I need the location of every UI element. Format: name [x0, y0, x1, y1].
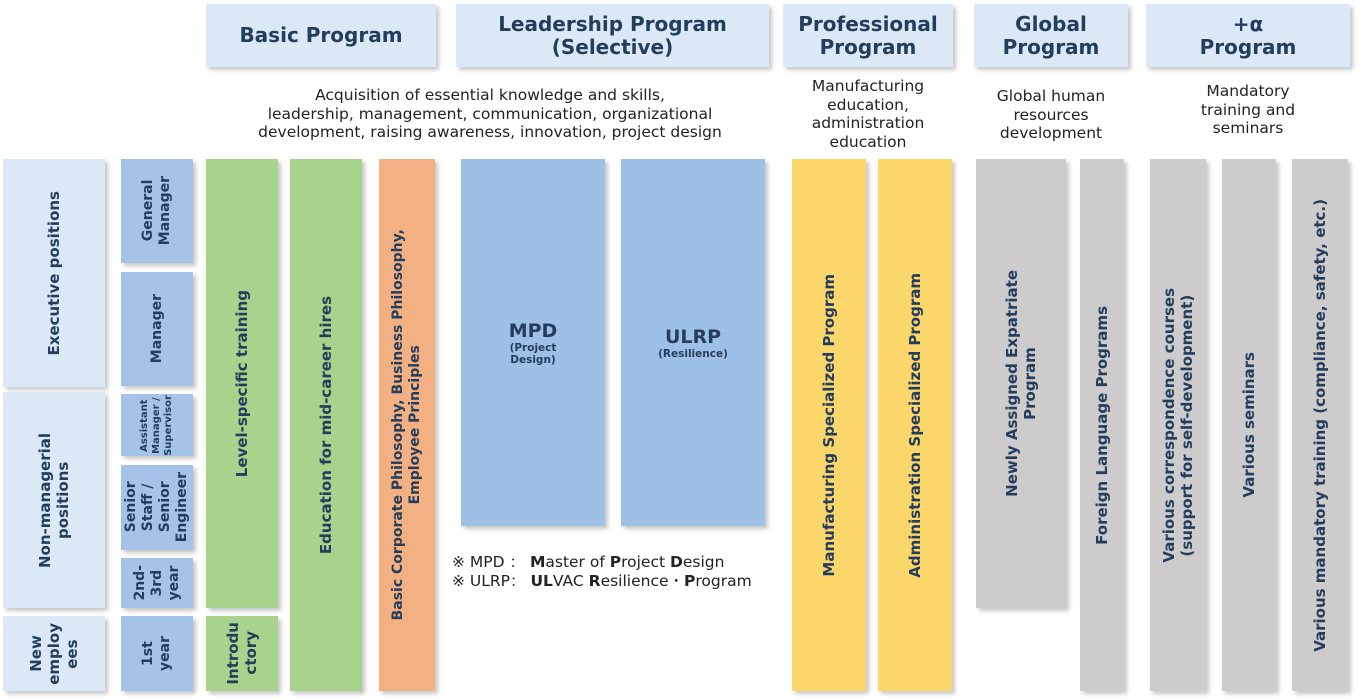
- header-plus-program: [1146, 4, 1350, 67]
- program-administration-specialized: Administration Specialized Program: [878, 159, 952, 691]
- header-leadership-label: Leadership Program (Selective): [498, 11, 727, 59]
- position-assistant-manager: Assistant Manager / Supervisor: [121, 394, 193, 456]
- program-level-specific-training: Level-specific training: [206, 159, 278, 608]
- program-mandatory-training: Various mandatory training (compliance, safety, etc.): [1292, 159, 1348, 691]
- header-basic-label: Basic Program: [239, 23, 403, 47]
- program-ulrp: [621, 159, 765, 526]
- note-mpd: ※ MPD ： Master of Project Design: [452, 553, 725, 571]
- position-manager: Manager: [121, 272, 193, 386]
- position-senior-staff: Senior Staff / Senior Engineer: [121, 465, 193, 550]
- program-introductory: Introdu ctory: [206, 616, 278, 691]
- header-professional-label: Professional Program: [798, 11, 938, 59]
- program-foreign-language: Foreign Language Programs: [1080, 159, 1124, 691]
- position-1st-year: 1st year: [121, 616, 193, 691]
- program-corporate-philosophy: Basic Corporate Philosophy, Business Philosophy, Employee Principles: [379, 159, 435, 691]
- ulrp-subtitle: (Resilience): [658, 347, 728, 360]
- level-non-managerial-positions: Non-managerial positions: [3, 392, 105, 608]
- program-manufacturing-specialized: Manufacturing Specialized Program: [792, 159, 866, 691]
- note-ulrp: ※ ULRP： ULVAC Resilience・Program: [452, 572, 752, 590]
- header-plus-label: +α Program: [1199, 11, 1297, 59]
- position-2nd-3rd-year: 2nd- 3rd year: [121, 558, 193, 608]
- header-global-program: [974, 4, 1128, 67]
- position-general-manager: General Manager: [121, 159, 193, 263]
- description-basic-leadership: Acquisition of essential knowledge and skills, leadership, management, communication, organizational development, raising awareness, innovation, project design: [258, 86, 722, 141]
- header-global-label: Global Program: [1002, 11, 1100, 59]
- description-professional: Manufacturing education, administration education: [811, 77, 925, 151]
- level-new-employees: New employ ees: [3, 616, 105, 691]
- program-correspondence-courses: Various correspondence courses (support for self-development): [1150, 159, 1206, 691]
- level-executive-positions: Executive positions: [3, 159, 105, 387]
- mpd-subtitle: (Project Design): [509, 341, 557, 366]
- header-basic-program: [206, 4, 436, 67]
- ulrp-title: ULRP: [664, 325, 722, 348]
- mpd-title: MPD: [508, 319, 558, 342]
- program-mpd: [461, 159, 605, 526]
- program-mid-career-education: Education for mid-career hires: [290, 159, 362, 691]
- program-newly-assigned-expatriate: Newly Assigned Expatriate Program: [976, 159, 1066, 608]
- header-professional-program: [783, 4, 953, 67]
- program-various-seminars: Various seminars: [1222, 159, 1276, 691]
- description-plus: Mandatory training and seminars: [1200, 82, 1296, 137]
- header-leadership-program: [456, 4, 769, 67]
- description-global: Global human resources development: [996, 87, 1106, 142]
